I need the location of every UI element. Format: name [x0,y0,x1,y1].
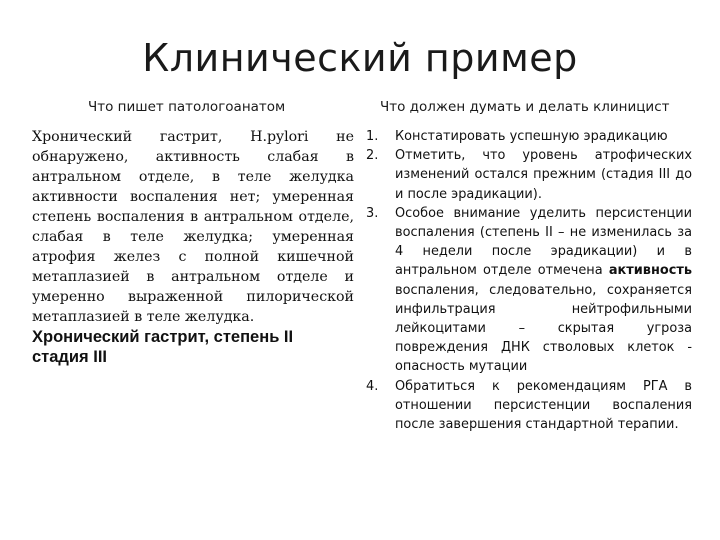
action-item-4 [366,377,692,435]
action-number: 4. [366,378,379,394]
slide-title: Клинический пример [142,36,578,80]
clinician-actions [366,127,692,434]
pathologist-column-header: Что пишет патологоанатом [88,99,286,115]
action-text: Обратиться к рекомендациям РГА в отношении персистенции воспаления после завершения стандартной терапии. [395,378,692,433]
action-number: 3. [366,205,379,221]
action-item-3 [366,204,692,377]
action-text-before: Особое внимание уделить персистенции воспаления (степень II – не изменилась за 4 недели после эрадикации) и в антральном отделе отмечена [395,205,692,279]
action-text-after: воспаления, следовательно, сохраняется инфильтрация нейтрофильными лейкоцитами – скрытая угроза повреждения ДНК стволовых клеток - опасность мутации [395,282,692,375]
action-text-bold: активность [608,263,692,279]
action-text: Констатировать успешную эрадикацию [395,129,668,144]
pathology-report-text: Хронический гастрит, H.pylori не обнаружено, активность слабая в антральном отделе, в теле желудка активности воспаления нет; умеренная степень воспаления в антральном отделе, слабая в теле желудка; умеренная атрофия желез с полной кишечной метаплазией в антральном отделе и умеренно выраженной пилорической метаплазией в теле желудка. [32,129,354,325]
action-text: Отметить, что уровень атрофических изменений остался прежним (стадия III до и после эрадикации). [395,148,692,202]
action-item-1 [366,127,692,146]
clinician-column-header: Что должен думать и делать клиницист [380,99,670,115]
actions-list [366,127,692,434]
action-item-2 [366,146,692,204]
action-number: 2. [366,148,379,164]
action-number: 1. [366,129,379,144]
diagnosis-conclusion: Хронический гастрит, степень II стадия III [32,328,294,366]
pathology-report [32,127,354,367]
